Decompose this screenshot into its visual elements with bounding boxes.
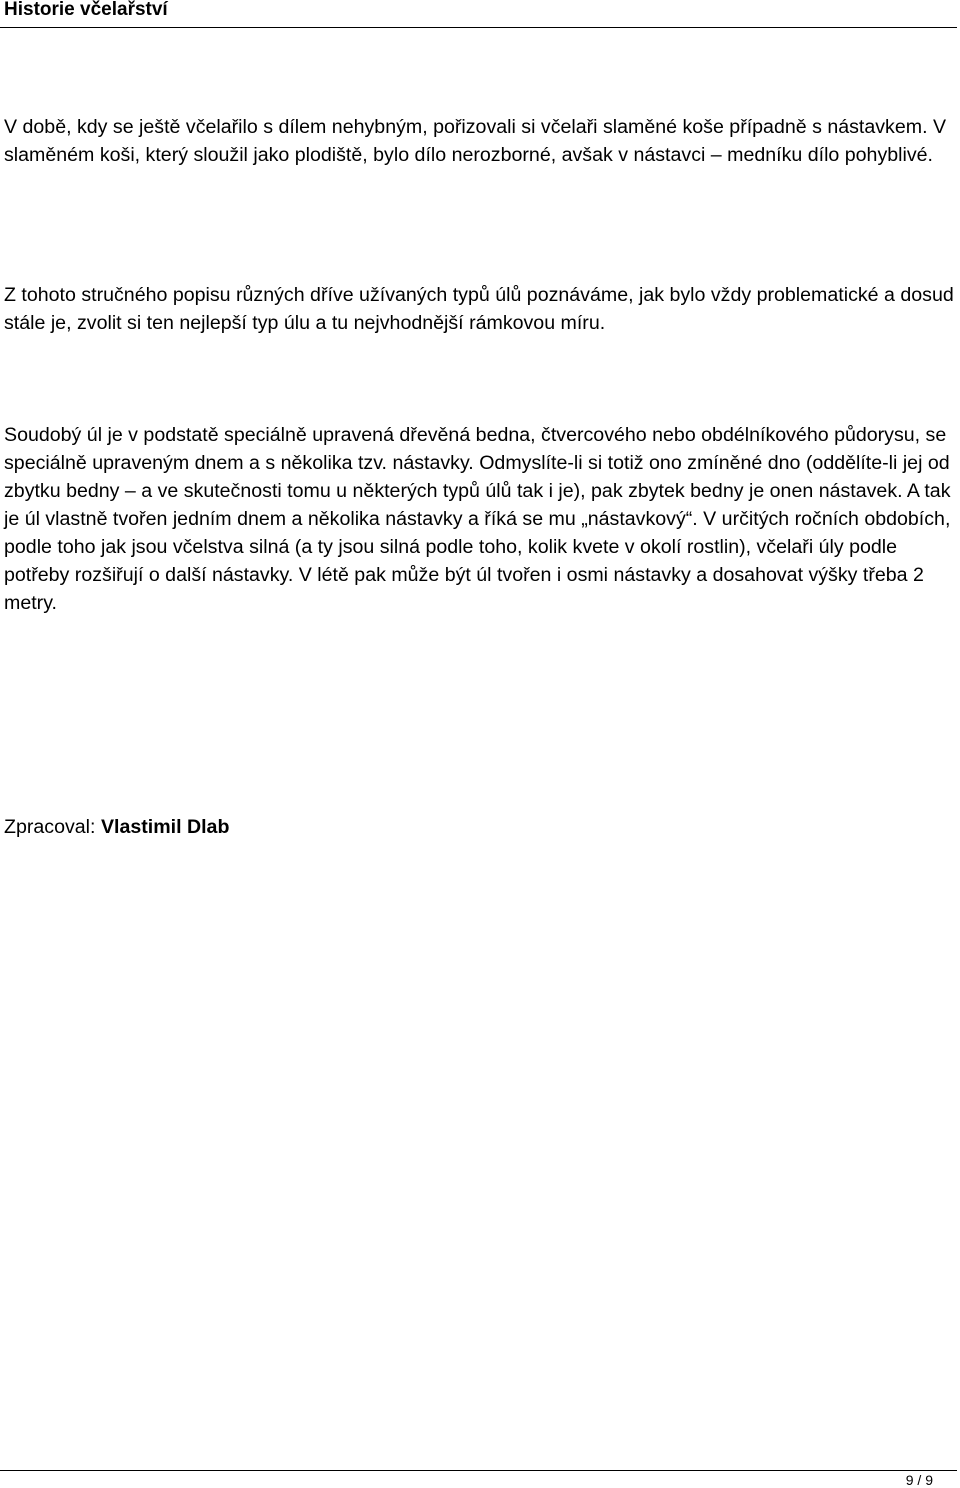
page-header [0,0,957,28]
paragraph-hive-types: Z tohoto stručného popisu různých dříve užívaných typů úlů poznáváme, jak bylo vždy problematické a dosud stále je, zvolit si ten nejlepší typ úlu a tu nejvhodnější rámkovou míru. [4,284,954,334]
document-title: Historie včelařství [4,0,168,20]
footer-divider [0,1470,957,1471]
author-label: Zpracoval: [4,816,96,838]
author-line [4,813,229,841]
author-name: Vlastimil Dlab [100,816,230,838]
page-number: 9 / 9 [905,1472,933,1488]
paragraph-modern-hive: Soudobý úl je v podstatě speciálně upravená dřevěná bedna, čtvercového nebo obdélníkového půdorysu, se speciálně upraveným dnem a s několika tzv. nástavky. Odmyslíte-li si totiž ono zmíněné dno (oddělíte-li jej od zbytku bedny – a ve skutečnosti tomu u některých typů úlů tak i je), pak zbytek bedny je onen nástavek. A tak je úl vlastně tvořen jedním dnem a několika nástavky a říká se mu „nástavkový“. V určitých ročních obdobích, podle toho jak jsou včelstva silná (a ty jsou silná podle toho, kolik kvete v okolí rostlin), včelaři úly podle potřeby rozšiřují o další nástavky. V létě pak může být úl tvořen i osmi nástavky a dosahovat výšky třeba 2 metry. [4,424,951,614]
paragraph-straw-skeps: V době, kdy se ještě včelařilo s dílem nehybným, pořizovali si včelaři slaměné koše případně s nástavkem. V slaměném koši, který sloužil jako plodiště, bylo dílo nerozborné, avšak v nástavci – medníku dílo pohyblivé. [4,116,947,166]
